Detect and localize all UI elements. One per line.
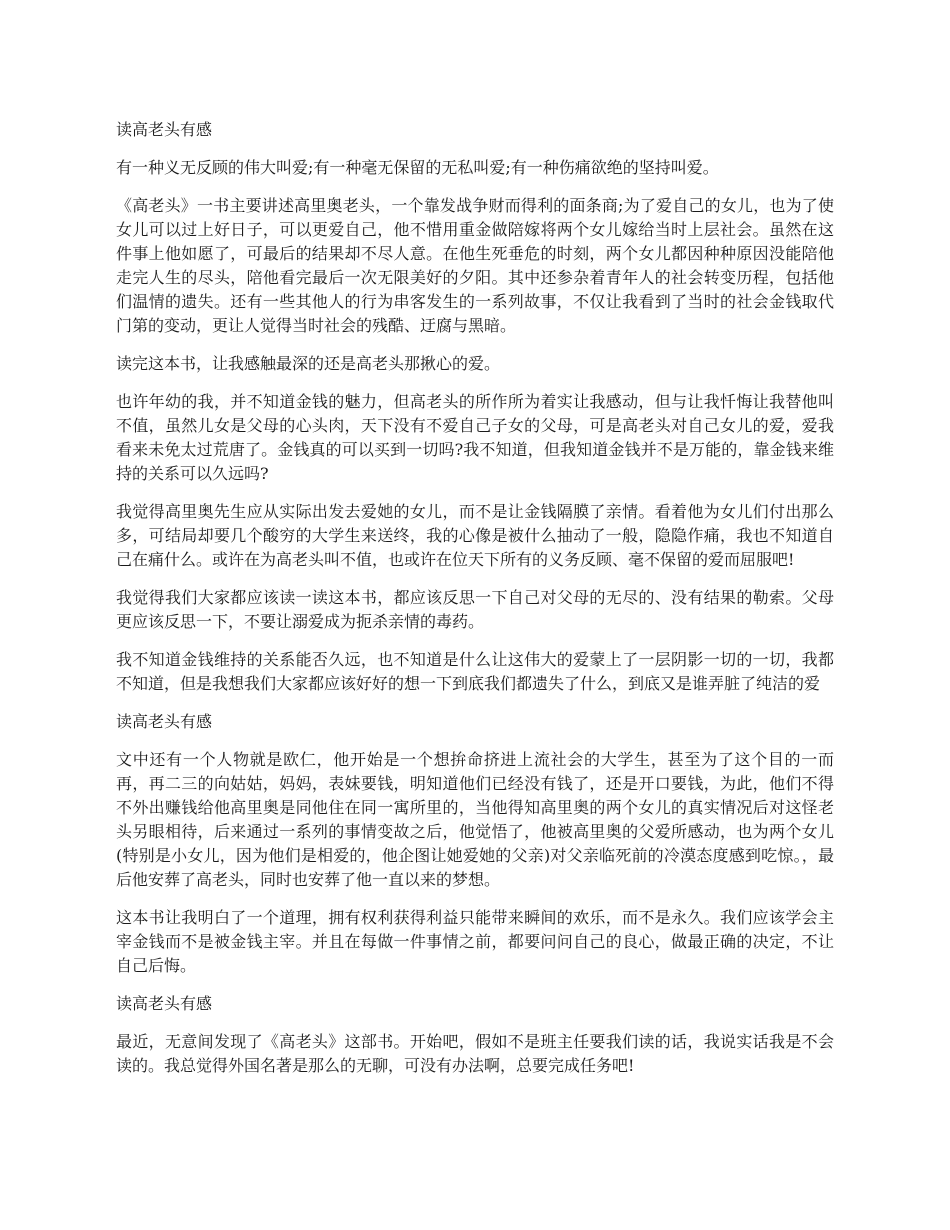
paragraph: 我不知道金钱维持的关系能否久远，也不知道是什么让这伟大的爱蒙上了一层阴影一切的一切，我都不知道，但是我想我们大家都应该好好的想一下到底我们都遗失了什么，到底又是谁弄脏了纯洁的爱 [116,650,834,693]
paragraph: 我觉得我们大家都应该读一读这本书，都应该反思一下自己对父母的无尽的、没有结果的勒索。父母更应该反思一下，不要让溺爱成为扼杀亲情的毒药。 [116,588,834,631]
document-heading: 读高老头有感 [116,712,213,731]
paragraph: 也许年幼的我，并不知道金钱的魅力，但高老头的所作所为着实让我感动，但与让我忏悔让我替他叫不值，虽然儿女是父母的心头肉，天下没有不爱自己子女的父母，可是高老头对自己女儿的爱，爱我看来未免太过荒唐了。金钱真的可以买到一切吗?我不知道，但我知道金钱并不是万能的，靠金钱来维持的关系可以久远吗? [116,392,834,483]
paragraph: 有一种义无反顾的伟大叫爱;有一种毫无保留的无私叫爱;有一种伤痛欲绝的坚持叫爱。 [116,158,719,177]
document-page [116,118,834,1092]
paragraph: 读完这本书，让我感触最深的还是高老头那揪心的爱。 [116,354,501,373]
paragraph: 最近，无意间发现了《高老头》这部书。开始吧，假如不是班主任要我们读的话，我说实话我是不会读的。我总觉得外国名著是那么的无聊，可没有办法啊，总要完成任务吧! [116,1032,834,1075]
document-heading: 读高老头有感 [116,994,213,1013]
paragraph: 文中还有一个人物就是欧仁，他开始是一个想拚命挤进上流社会的大学生，甚至为了这个目的一而再，再二三的向姑姑，妈妈，表妹要钱，明知道他们已经没有钱了，还是开口要钱，为此，他们不得不外出赚钱给他高里奥是同他住在同一寓所里的，当他得知高里奥的两个女儿的真实情况后对这怪老头另眼相待，后来通过一系列的事情变故之后，他觉悟了，他被高里奥的父爱所感动，也为两个女儿(特别是小女儿，因为他们是相爱的，他企图让她爱她的父亲)对父亲临死前的冷漠态度感到吃惊。，最后他安葬了高老头，同时也安葬了他一直以来的梦想。 [116,750,834,889]
paragraph: 这本书让我明白了一个道理，拥有权利获得利益只能带来瞬间的欢乐，而不是永久。我们应该学会主宰金钱而不是被金钱主宰。并且在每做一件事情之前，都要问问自己的良心，做最正确的决定，不让自己后悔。 [116,908,834,975]
document-heading: 读高老头有感 [116,120,213,139]
paragraph: 我觉得高里奥先生应从实际出发去爱她的女儿，而不是让金钱隔膜了亲情。看着他为女儿们付出那么多，可结局却要几个酸穷的大学生来送终，我的心像是被什么抽动了一般，隐隐作痛，我也不知道自己在痛什么。或许在为高老头叫不值，也或许在位天下所有的义务反顾、毫不保留的爱而屈服吧! [116,502,834,569]
paragraph: 《高老头》一书主要讲述高里奥老头，一个靠发战争财而得利的面条商;为了爱自己的女儿，也为了使女儿可以过上好日子，可以更爱自己，他不惜用重金做陪嫁将两个女儿嫁给当时上层社会。虽然在这件事上他如愿了，可最后的结果却不尽人意。在他生死垂危的时刻，两个女儿都因种种原因没能陪他走完人生的尽头，陪他看完最后一次无限美好的夕阳。其中还参杂着青年人的社会转变历程，包括他们温情的遗失。还有一些其他人的行为串客发生的一系列故事，不仅让我看到了当时的社会金钱取代门第的变动，更让人觉得当时社会的残酷、迂腐与黑暗。 [116,196,834,335]
